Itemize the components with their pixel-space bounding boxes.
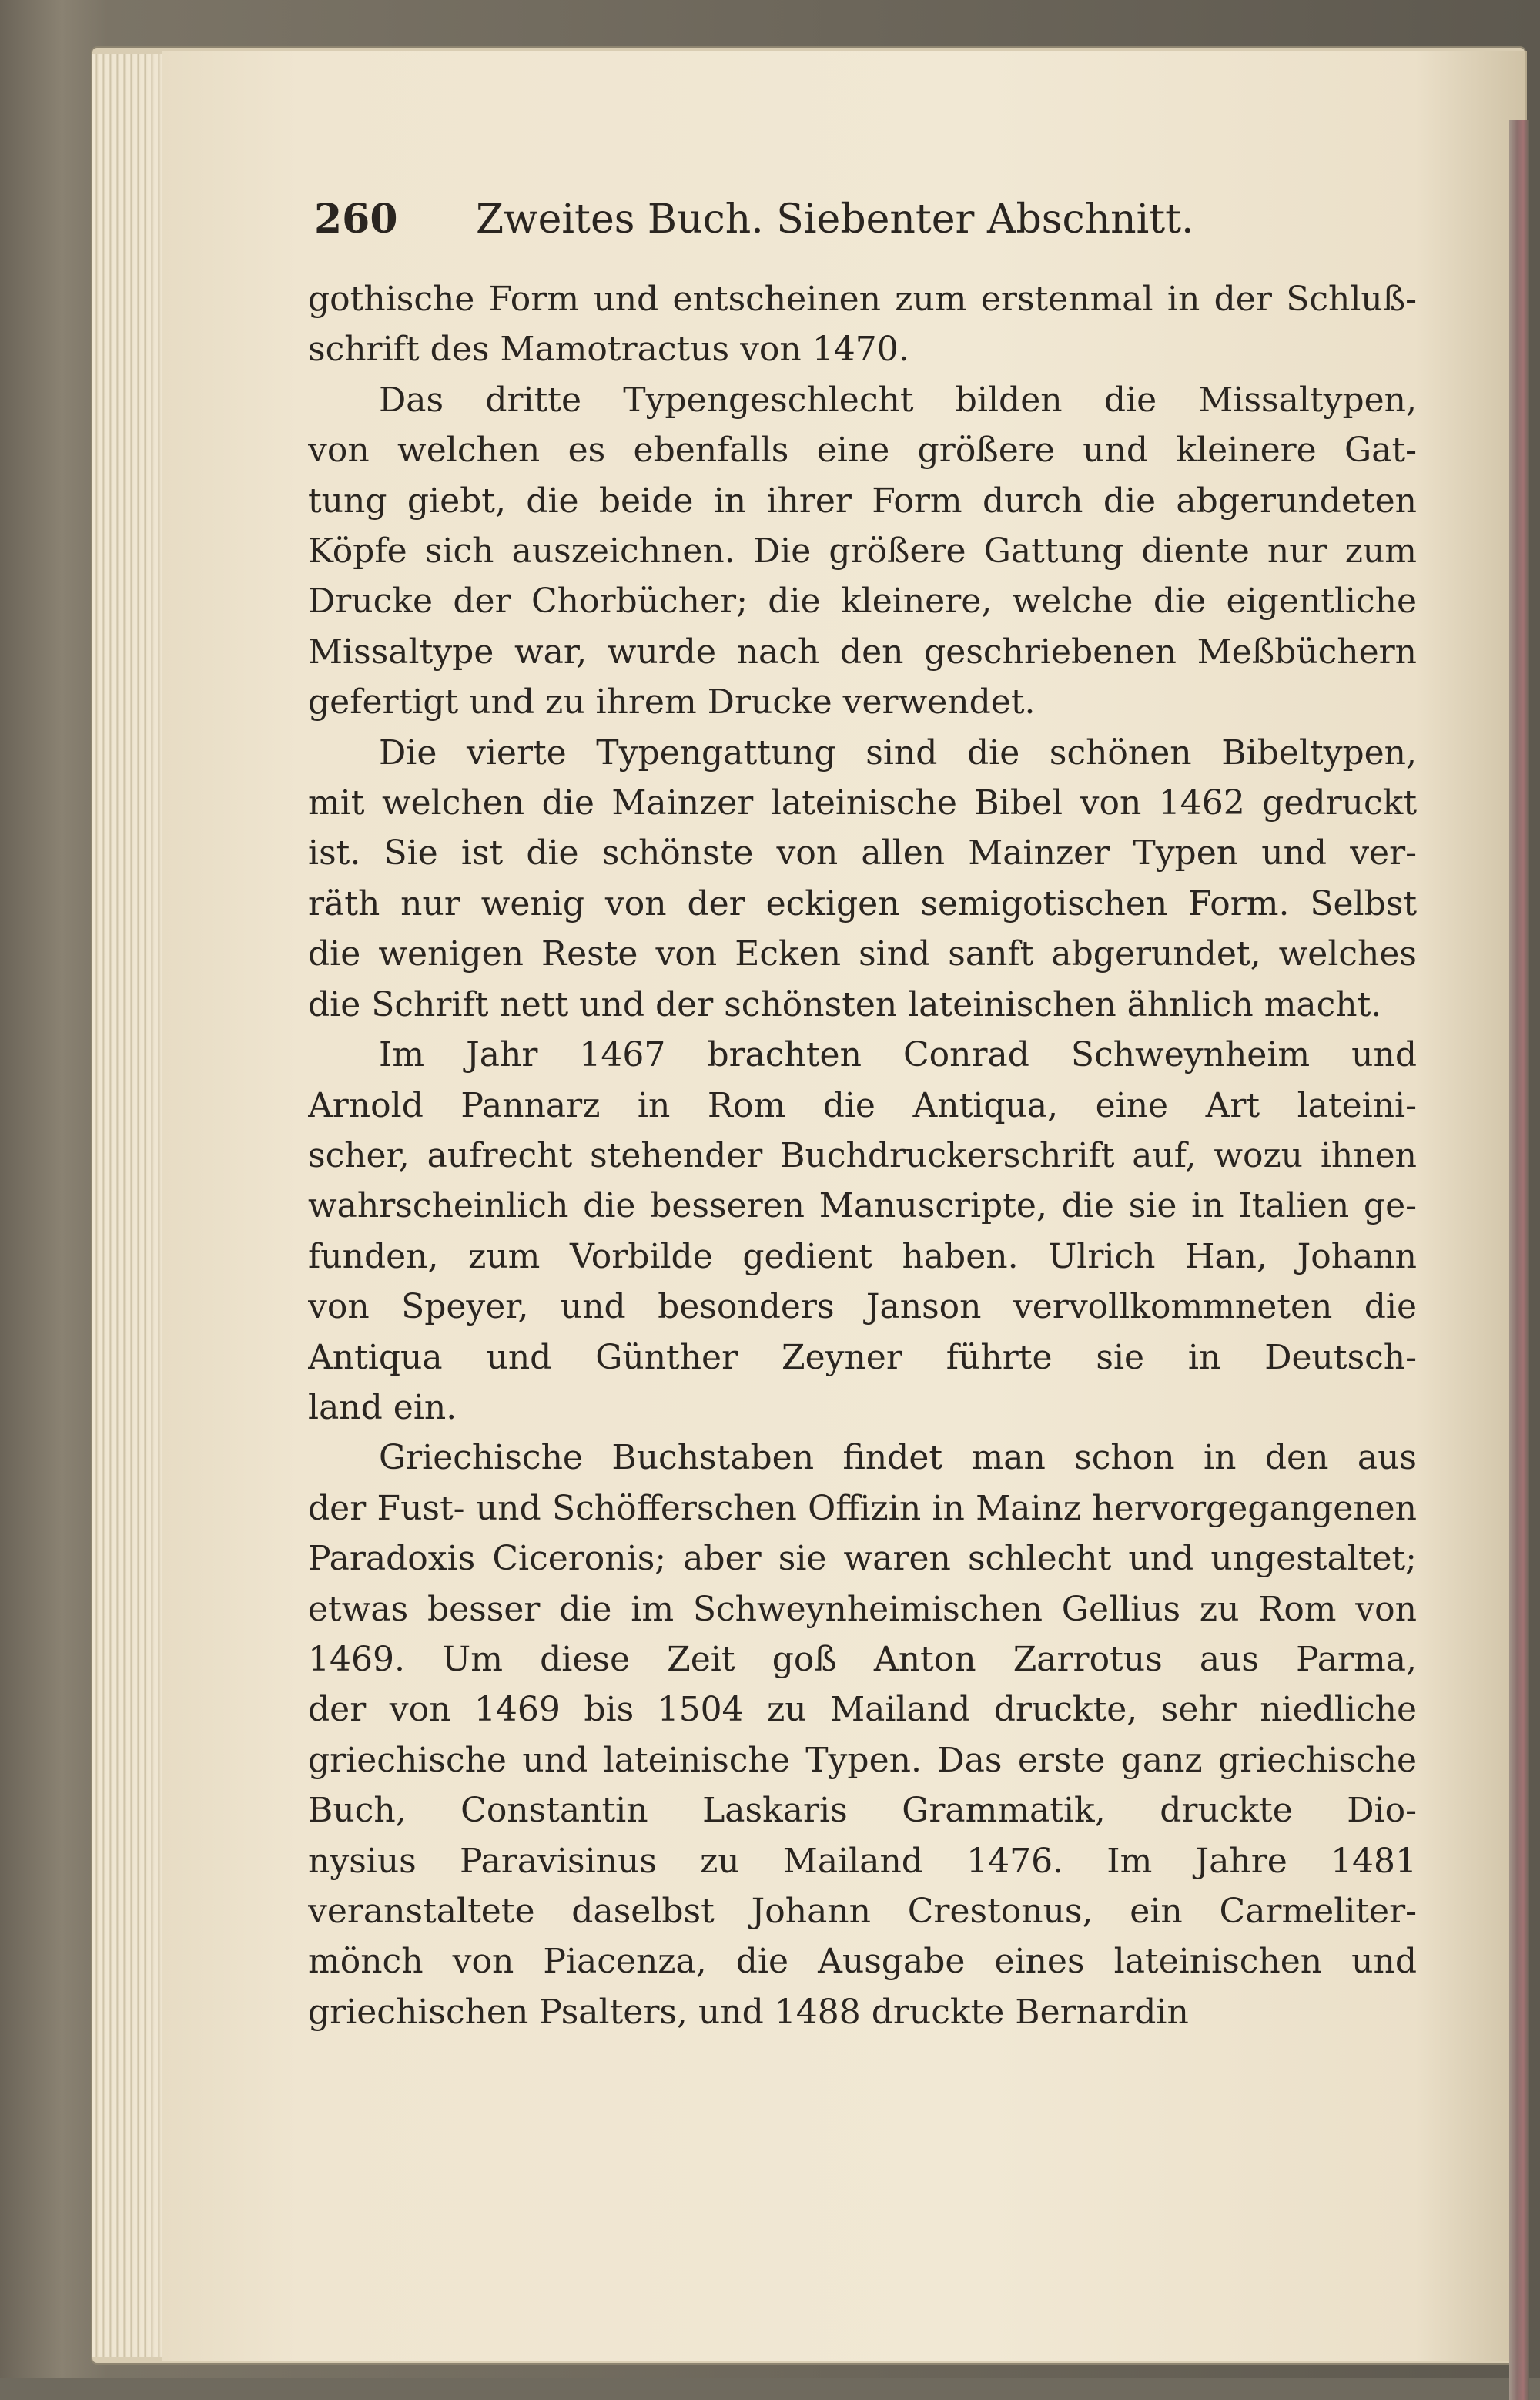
text-line: die wenigen Reste von Ecken sind sanft abgerundet, welches xyxy=(308,934,1417,974)
text-line: wahrscheinlich die besseren Manuscripte, die sie in Italien ge- xyxy=(308,1186,1417,1226)
paragraph xyxy=(308,375,1417,728)
text-line: scher, aufrecht stehender Buchdruckerschrift auf, wozu ihnen xyxy=(308,1135,1417,1175)
text-line: land ein. xyxy=(308,1387,457,1427)
paragraph xyxy=(308,728,1417,1030)
right-binding-edge xyxy=(1509,120,1529,2400)
text-line: Buch, Constantin Laskaris Grammatik, druckte Dio- xyxy=(308,1791,1417,1831)
text-column xyxy=(308,193,1417,2037)
text-line: Drucke der Chorbücher; die kleinere, welche die eigentliche xyxy=(308,582,1417,622)
text-line: der von 1469 bis 1504 zu Mailand druckte, sehr niedliche xyxy=(308,1690,1417,1730)
text-line: mönch von Piacenza, die Ausgabe eines lateinischen und xyxy=(308,1942,1417,1982)
text-line: die Schrift nett und der schönsten lateinischen ähnlich macht. xyxy=(308,984,1382,1024)
text-line: der Fust- und Schöfferschen Offizin in Mainz hervorgegangenen xyxy=(308,1488,1417,1528)
text-line: Arnold Pannarz in Rom die Antiqua, eine Art lateini- xyxy=(308,1085,1417,1125)
page-edges xyxy=(92,54,162,2357)
text-line: funden, zum Vorbilde gedient haben. Ulrich Han, Johann xyxy=(308,1236,1417,1276)
text-line: gefertigt und zu ihrem Drucke verwendet. xyxy=(308,682,1036,722)
text-line: Das dritte Typengeschlecht bilden die Missaltypen, xyxy=(379,380,1417,420)
text-line: griechischen Psalters, und 1488 druckte Bernardin xyxy=(308,1992,1189,2032)
text-line: schrift des Mamotractus von 1470. xyxy=(308,330,909,370)
paragraph xyxy=(308,1030,1417,1433)
text-line: Griechische Buchstaben findet man schon in den aus xyxy=(379,1438,1417,1478)
text-line: griechische und lateinische Typen. Das erste ganz griechische xyxy=(308,1740,1417,1780)
text-line: Missaltype war, wurde nach den geschriebenen Meßbüchern xyxy=(308,632,1417,672)
paragraph xyxy=(308,274,1417,375)
text-line: etwas besser die im Schweynheimischen Gellius zu Rom von xyxy=(308,1589,1417,1629)
text-line: von Speyer, und besonders Janson vervollkommneten die xyxy=(308,1287,1417,1327)
body-text xyxy=(308,274,1417,2037)
text-line: Die vierte Typengattung sind die schönen Bibeltypen, xyxy=(379,732,1417,773)
page-number: 260 xyxy=(314,196,398,243)
text-line: Paradoxis Ciceronis; aber sie waren schlecht und ungestaltet; xyxy=(308,1539,1417,1579)
text-line: Antiqua und Günther Zeyner führte sie in Deutsch- xyxy=(308,1337,1417,1377)
text-line: von welchen es ebenfalls eine größere und kleinere Gat- xyxy=(308,431,1417,471)
text-line: Im Jahr 1467 brachten Conrad Schweynheim und xyxy=(379,1035,1417,1075)
running-head: Zweites Buch. Siebenter Abschnitt. xyxy=(476,196,1194,243)
paragraph xyxy=(308,1433,1417,2037)
text-line: veranstaltete daselbst Johann Crestonus, ein Carmeliter- xyxy=(308,1892,1417,1931)
page-header xyxy=(308,193,1417,254)
text-line: mit welchen die Mainzer lateinische Bibel von 1462 gedruckt xyxy=(308,783,1417,823)
text-line: Köpfe sich auszeichnen. Die größere Gattung diente nur zum xyxy=(308,531,1417,572)
text-line: räth nur wenig von der eckigen semigotischen Form. Selbst xyxy=(308,883,1417,923)
text-line: ist. Sie ist die schönste von allen Mainzer Typen und ver- xyxy=(308,833,1417,873)
text-line: gothische Form und entscheinen zum erstenmal in der Schluß- xyxy=(308,280,1417,319)
text-line: tung giebt, die beide in ihrer Form durch die abgerundeten xyxy=(308,481,1417,521)
text-line: nysius Paravisinus zu Mailand 1476. Im Jahre 1481 xyxy=(308,1841,1417,1881)
text-line: 1469. Um diese Zeit goß Anton Zarrotus aus Parma, xyxy=(308,1639,1417,1679)
